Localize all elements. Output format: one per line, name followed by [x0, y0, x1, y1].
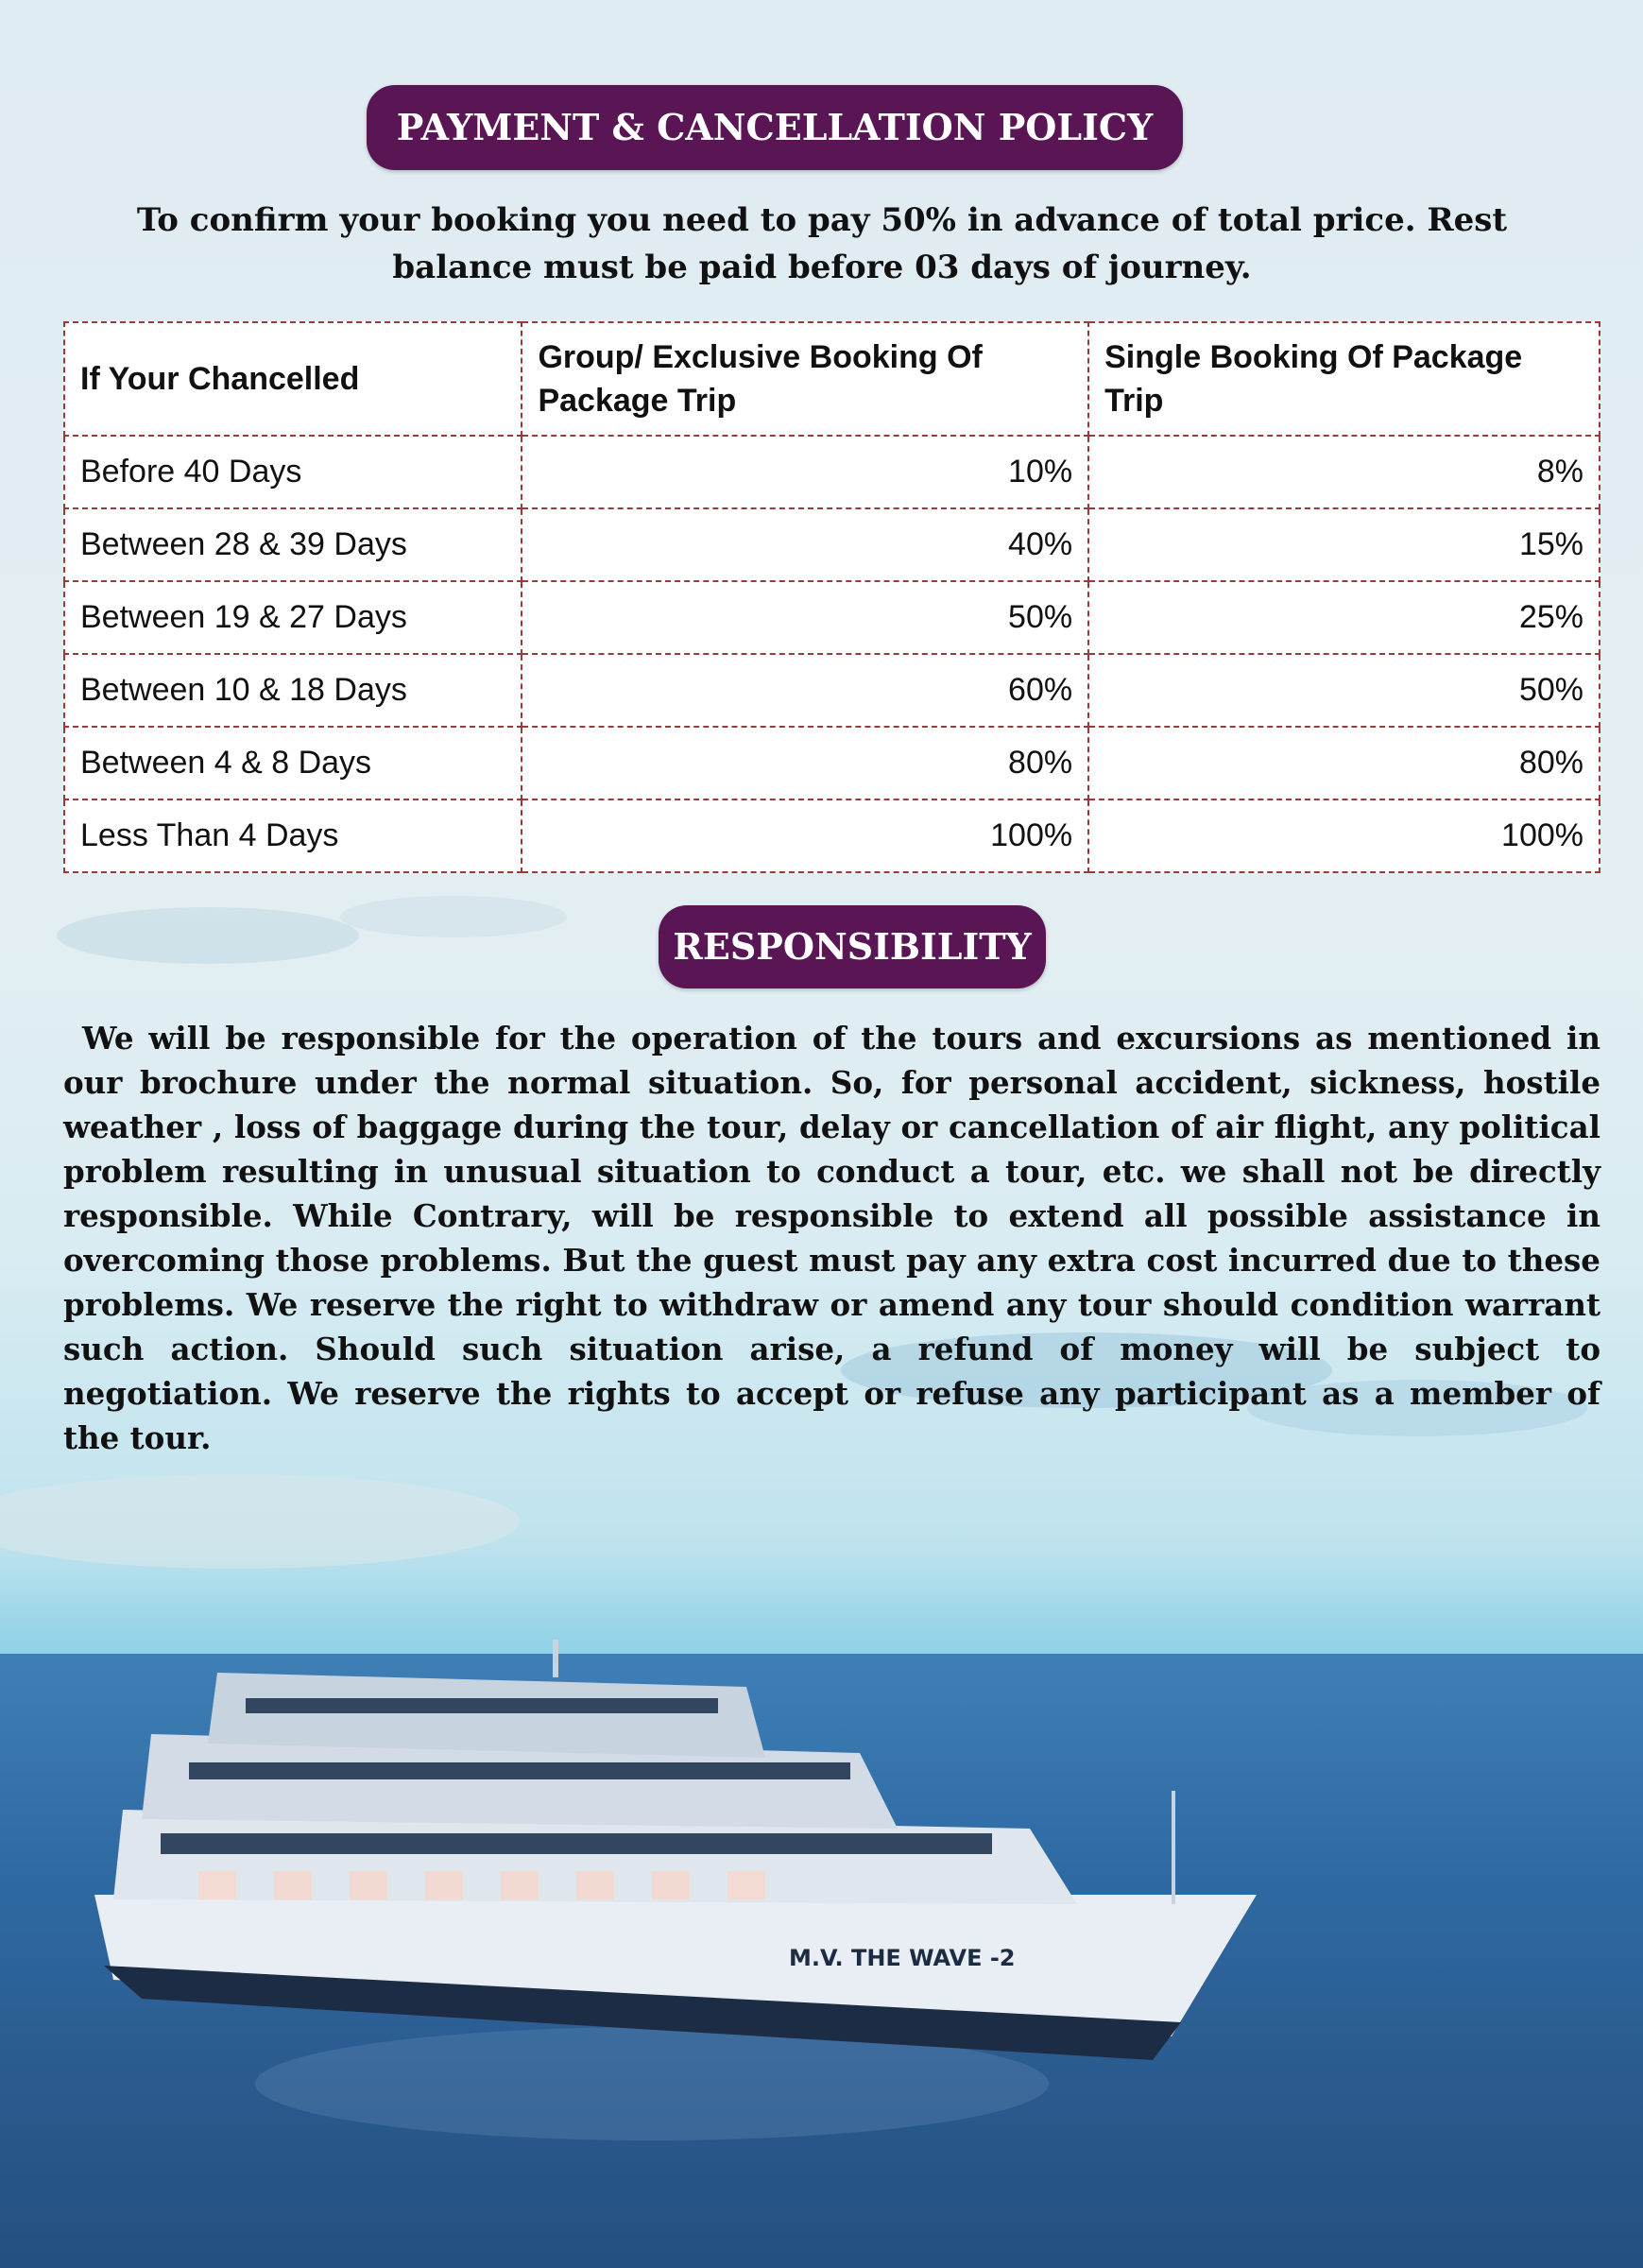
responsibility-text: We will be responsible for the operation of the tours and excursions as mentioned in our brochure under the normal situation. So, for personal accident, sickness, hostile weather , loss of baggage during the tour, delay or cancellation of air flight, any political problem resulting in unusual situation to conduct a tour, etc. we shall not be directly responsible. While Contrary, will be responsible to extend all possible assistance in overcoming those problems. But the guest must pay any extra cost incurred due to these problems. We reserve the right to withdraw or amend any tour should condition warrant such action. Should such situation arise, a refund of money will be subject to negotiation. We reserve the rights to accept or refuse any participant as a member of the tour. [63, 1020, 1600, 1456]
row-group-charge: 60% [522, 654, 1088, 727]
row-period: Before 40 Days [64, 436, 522, 508]
table-row [64, 654, 1600, 727]
row-group-charge: 80% [522, 727, 1088, 799]
row-period: Between 4 & 8 Days [64, 727, 522, 799]
row-single-charge: 100% [1088, 799, 1600, 872]
table-row [64, 581, 1600, 654]
table-header-row [64, 322, 1600, 436]
payment-policy-heading: PAYMENT & CANCELLATION POLICY [367, 85, 1183, 170]
row-single-charge: 15% [1088, 508, 1600, 581]
row-group-charge: 50% [522, 581, 1088, 654]
table-row [64, 799, 1600, 872]
row-single-charge: 80% [1088, 727, 1600, 799]
ship-name-label: M.V. THE WAVE -2 [789, 1945, 1016, 1971]
row-group-charge: 100% [522, 799, 1088, 872]
header-group-booking: Group/ Exclusive Booking Of Package Trip [522, 322, 1088, 436]
row-single-charge: 25% [1088, 581, 1600, 654]
header-single-booking: Single Booking Of Package Trip [1088, 322, 1600, 436]
row-period: Between 28 & 39 Days [64, 508, 522, 581]
row-single-charge: 8% [1088, 436, 1600, 508]
cancellation-table [63, 321, 1600, 873]
row-single-charge: 50% [1088, 654, 1600, 727]
row-period: Between 10 & 18 Days [64, 654, 522, 727]
row-group-charge: 40% [522, 508, 1088, 581]
row-period: Less Than 4 Days [64, 799, 522, 872]
row-group-charge: 10% [522, 436, 1088, 508]
table-row [64, 508, 1600, 581]
responsibility-heading: RESPONSIBILITY [659, 905, 1046, 988]
header-if-cancelled: If Your Chancelled [64, 322, 522, 436]
cruise-ship-image [85, 1640, 1275, 2169]
table-row [64, 436, 1600, 508]
row-period: Between 19 & 27 Days [64, 581, 522, 654]
payment-intro-text: To confirm your booking you need to pay 50% in advance of total price. Rest balance must be paid before 03 days of journey. [136, 201, 1508, 286]
table-row [64, 727, 1600, 799]
